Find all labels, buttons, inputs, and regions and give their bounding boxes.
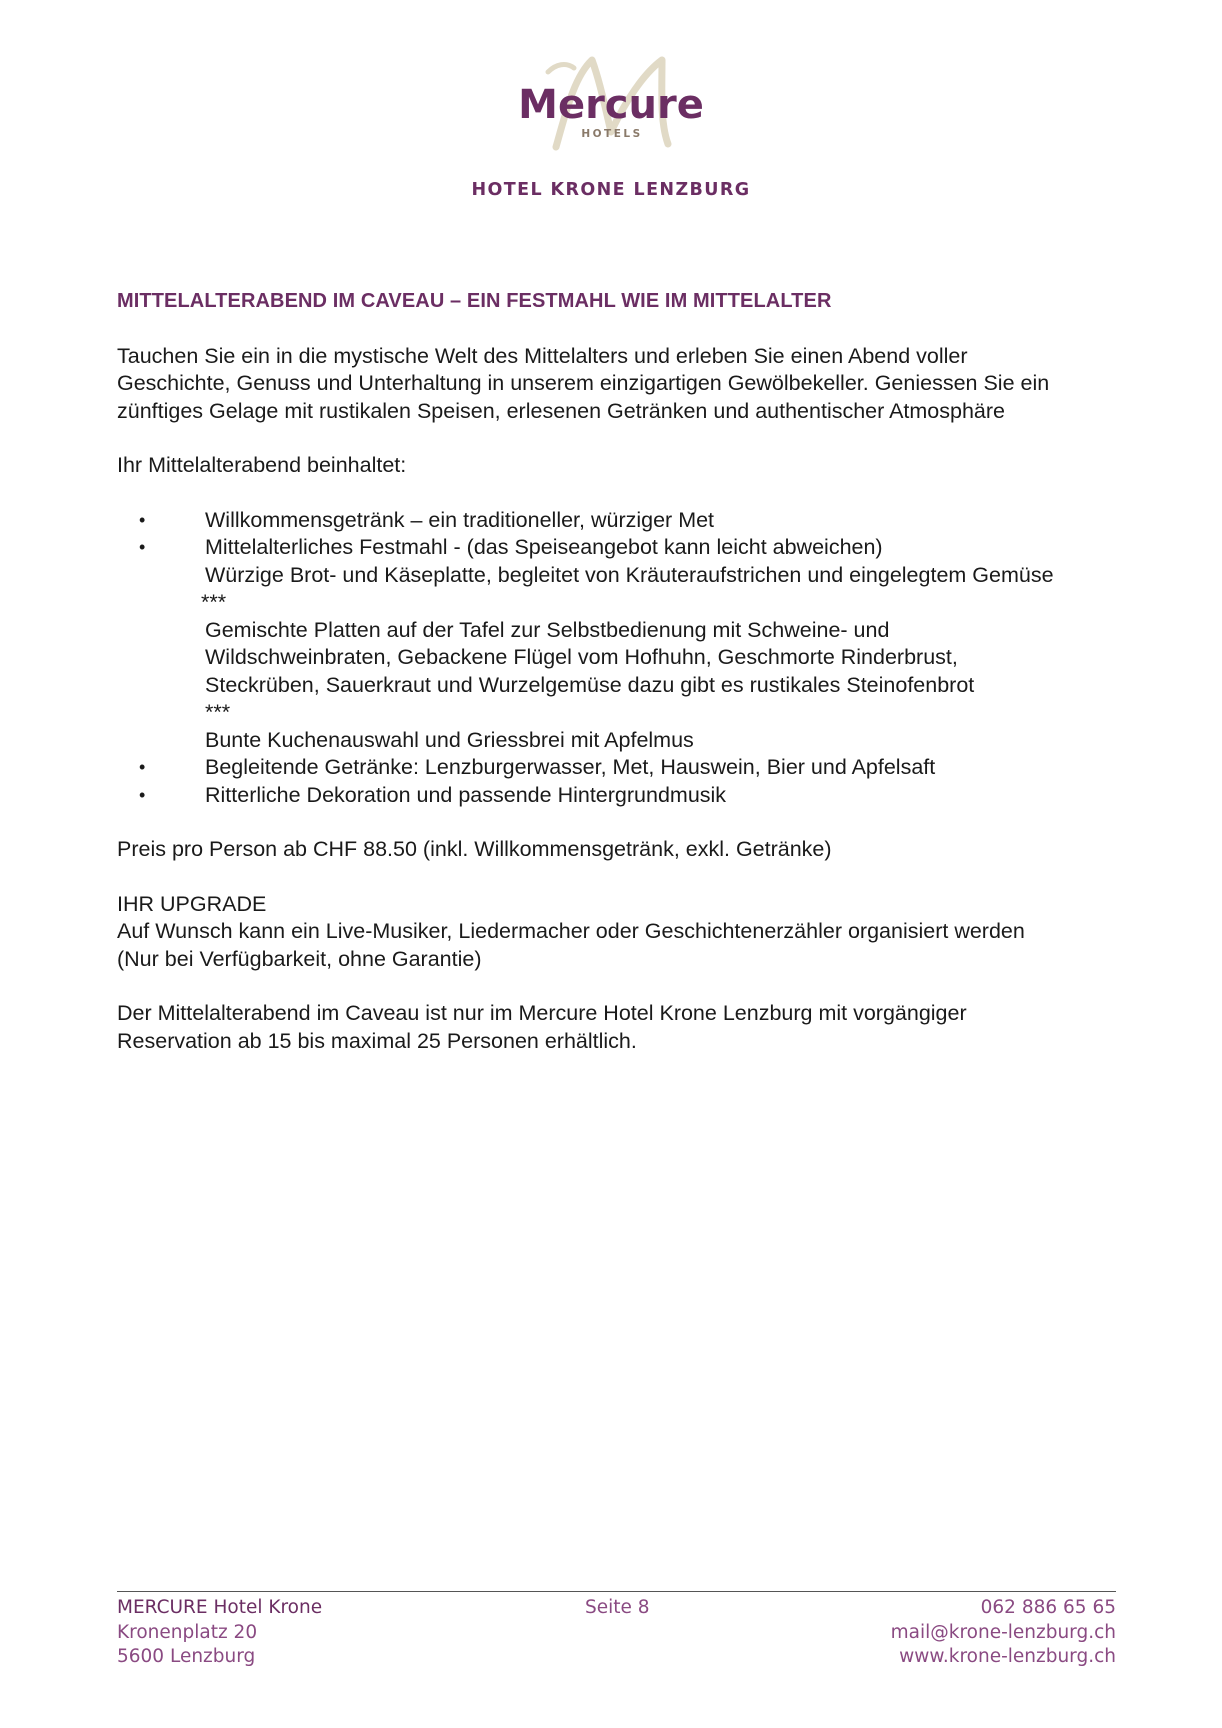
intro-line: Tauchen Sie ein in die mystische Welt des Mittelalters und erleben Sie einen Abend voller bbox=[117, 343, 968, 368]
footer-address bbox=[117, 1596, 322, 1670]
list-item-text: Mittelalterliches Festmahl - (das Speiseangebot kann leicht abweichen) bbox=[205, 535, 883, 559]
footer-website: www.krone-lenzburg.ch bbox=[899, 1646, 1116, 1667]
includes-list bbox=[117, 507, 1117, 810]
closing-paragraph bbox=[117, 1000, 1117, 1055]
list-item bbox=[117, 507, 1117, 535]
footer-email: mail@krone-lenzburg.ch bbox=[890, 1621, 1116, 1643]
document-body bbox=[117, 288, 1117, 1082]
menu-course-starter: Würzige Brot- und Käseplatte, begleitet von Kräuteraufstrichen und eingelegtem Gemüse bbox=[205, 562, 1054, 587]
closing-line: Der Mittelalterabend im Caveau ist nur im Mercure Hotel Krone Lenzburg mit vorgängiger bbox=[117, 1001, 967, 1025]
list-item-text: Willkommensgetränk – ein traditioneller, würziger Met bbox=[205, 507, 715, 532]
intro-paragraph bbox=[117, 343, 1117, 426]
upgrade-section bbox=[117, 891, 1117, 974]
footer-city: 5600 Lenzburg bbox=[117, 1646, 256, 1667]
bullet-icon: • bbox=[139, 784, 146, 805]
upgrade-note: (Nur bei Verfügbarkeit, ohne Garantie) bbox=[117, 946, 482, 971]
closing-line: Reservation ab 15 bis maximal 25 Personen erhältlich. bbox=[117, 1028, 637, 1053]
page-number: Seite 8 bbox=[585, 1597, 650, 1618]
logo-wordmark: Mercure bbox=[518, 82, 704, 128]
bullet-icon: • bbox=[139, 509, 146, 530]
mercure-logo bbox=[0, 52, 1222, 162]
page-footer bbox=[117, 1596, 1116, 1676]
list-item bbox=[117, 534, 1117, 754]
mercure-m-emblem-icon bbox=[0, 52, 1222, 162]
bullet-icon: • bbox=[139, 757, 146, 777]
price-line: Preis pro Person ab CHF 88.50 (inkl. Willkommensgetränk, exkl. Getränke) bbox=[117, 837, 832, 861]
intro-line: zünftiges Gelage mit rustikalen Speisen, erlesenen Getränken und authentischer Atmosphäre bbox=[117, 398, 1005, 423]
list-item-text: Begleitende Getränke: Lenzburgerwasser, Met, Hauswein, Bier und Apfelsaft bbox=[205, 755, 936, 779]
list-item bbox=[117, 754, 1117, 782]
footer-company: MERCURE Hotel Krone bbox=[117, 1597, 323, 1618]
course-separator: *** bbox=[201, 590, 227, 614]
menu-course-main: Wildschweinbraten, Gebackene Flügel vom Hofhuhn, Geschmorte Rinderbrust, bbox=[205, 645, 958, 669]
list-item bbox=[117, 782, 1117, 810]
logo-subtitle: HOTELS bbox=[581, 128, 643, 140]
footer-contact bbox=[891, 1596, 1116, 1670]
course-separator: *** bbox=[205, 700, 231, 724]
menu-course-main: Gemischte Platten auf der Tafel zur Selbstbedienung mit Schweine- und bbox=[205, 617, 890, 642]
upgrade-heading: IHR UPGRADE bbox=[117, 891, 267, 916]
footer-street: Kronenplatz 20 bbox=[117, 1621, 258, 1643]
includes-heading: Ihr Mittelalterabend beinhaltet: bbox=[117, 453, 407, 477]
upgrade-text: Auf Wunsch kann ein Live-Musiker, Liedermacher oder Geschichtenerzähler organisiert werden bbox=[117, 919, 1025, 943]
bullet-icon: • bbox=[139, 537, 146, 557]
hotel-name: HOTEL KRONE LENZBURG bbox=[471, 180, 751, 200]
footer-phone: 062 886 65 65 bbox=[980, 1597, 1116, 1618]
document-title: MITTELALTERABEND IM CAVEAU – EIN FESTMAHL WIE IM MITTELALTER bbox=[117, 290, 832, 312]
list-item-text: Ritterliche Dekoration und passende Hintergrundmusik bbox=[205, 782, 727, 807]
menu-course-dessert: Bunte Kuchenauswahl und Griessbrei mit Apfelmus bbox=[205, 727, 694, 752]
intro-line: Geschichte, Genuss und Unterhaltung in unserem einzigartigen Gewölbekeller. Geniessen Sie ein bbox=[117, 371, 1050, 395]
footer-divider bbox=[117, 1591, 1116, 1592]
menu-course-main: Steckrüben, Sauerkraut und Wurzelgemüse dazu gibt es rustikales Steinofenbrot bbox=[205, 672, 975, 697]
